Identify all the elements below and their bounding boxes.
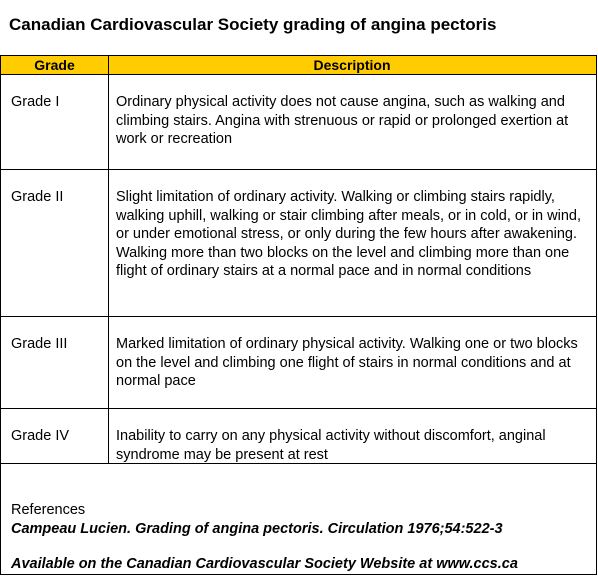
table-row-grade-2 — [1, 170, 596, 317]
description-cell: Marked limitation of ordinary physical activity. Walking one or two blocks on the level and climbing one flight of stairs in normal conditions and at normal pace — [116, 336, 578, 390]
table-row-grade-3 — [1, 317, 596, 409]
grade-cell: Grade IV — [11, 428, 70, 444]
references-citation: Campeau Lucien. Grading of angina pectoris. Circulation 1976;54:522-3 — [11, 521, 503, 537]
document-title: Canadian Cardiovascular Society grading of angina pectoris — [9, 15, 497, 34]
references-heading: References — [11, 502, 86, 518]
references-section — [11, 501, 591, 574]
table-header-row — [1, 56, 596, 75]
table-row-grade-1 — [1, 75, 596, 170]
grade-cell: Grade III — [11, 336, 68, 352]
description-cell: Slight limitation of ordinary activity. Walking or climbing stairs rapidly, walking uphill, walking or stair climbing after meals, or in cold, or in wind, or under emotional stress, or only during the few hours after awakening. Walking more than two blocks on the level and climbing more than one flight of ordinary stairs at a normal pace and in normal conditions — [116, 189, 581, 280]
column-header-grade: Grade — [34, 57, 75, 73]
grade-cell: Grade II — [11, 189, 64, 205]
grading-table — [0, 55, 597, 575]
references-website: Available on the Canadian Cardiovascular Society Website at www.ccs.ca — [11, 556, 518, 572]
description-cell: Ordinary physical activity does not cause angina, such as walking and climbing stairs. Angina with strenuous or rapid or prolonged exertion at work or recreation — [116, 94, 569, 148]
column-header-description: Description — [313, 57, 391, 73]
table-row-grade-4 — [1, 409, 596, 464]
column-divider — [108, 56, 109, 464]
grade-cell: Grade I — [11, 94, 60, 110]
description-cell: Inability to carry on any physical activity without discomfort, anginal syndrome may be present at rest — [116, 428, 546, 463]
